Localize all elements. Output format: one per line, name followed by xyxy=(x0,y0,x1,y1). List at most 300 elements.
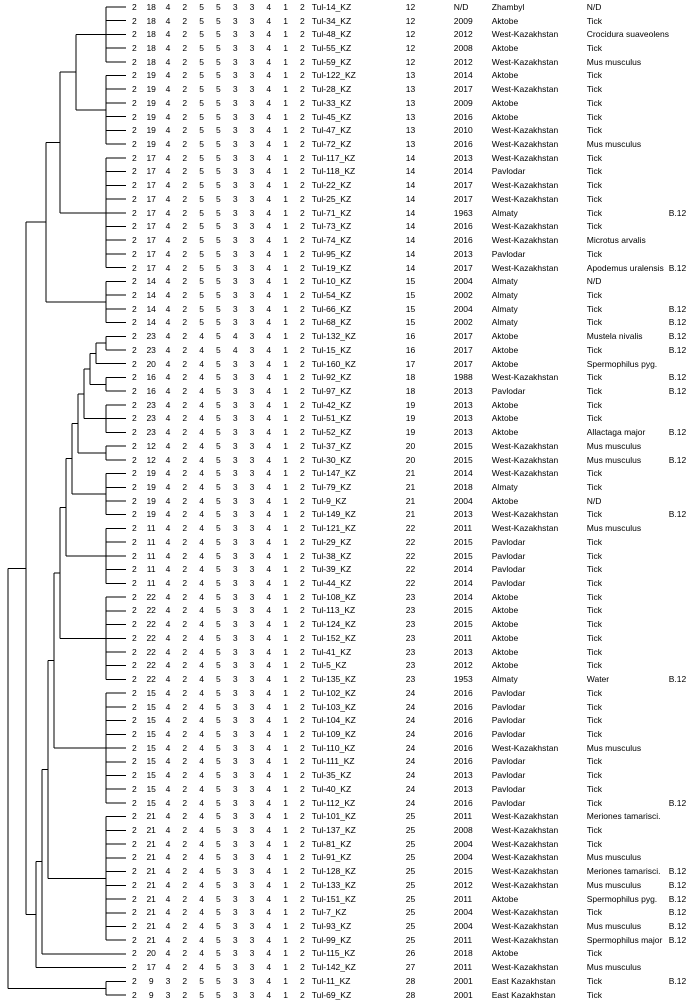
mlva-value: 15 xyxy=(146,742,156,753)
year: 2001 xyxy=(453,989,473,1000)
biovar-label: B.12 xyxy=(668,934,687,945)
mlva-value: 3 xyxy=(232,523,238,534)
region: Aktobe xyxy=(491,97,519,108)
mlva-value: 1 xyxy=(283,756,288,767)
region: Pavlodar xyxy=(491,783,526,794)
source: Tick xyxy=(586,399,603,410)
mlva-value: 2 xyxy=(182,866,188,877)
mlva-value: 5 xyxy=(199,111,204,122)
mlva-value: 2 xyxy=(182,742,188,753)
biovar-label: B.12 xyxy=(668,797,687,808)
mlva-value: 5 xyxy=(199,180,204,191)
mlva-value: 2 xyxy=(300,660,305,671)
mlva-value: 2 xyxy=(132,715,137,726)
mlva-value: 4 xyxy=(266,866,272,877)
mlva-value: 4 xyxy=(199,824,204,835)
dendrogram xyxy=(0,0,126,1002)
table-row xyxy=(126,755,695,769)
mlva-value: 4 xyxy=(165,770,171,781)
mlva-value: 4 xyxy=(266,907,272,918)
mlva-value: 4 xyxy=(165,907,171,918)
mlva-value: 4 xyxy=(199,715,204,726)
mlva-value: 3 xyxy=(232,962,238,973)
mlva-value: 17 xyxy=(146,262,156,273)
mlva-value: 15 xyxy=(146,715,156,726)
region: West-Kazakhstan xyxy=(491,152,559,163)
table-row xyxy=(126,329,695,343)
mlva-value: 1 xyxy=(283,193,288,204)
mlva-value: 2 xyxy=(300,413,305,424)
mlva-value: 2 xyxy=(300,482,305,493)
biovar-label: B.12 xyxy=(668,385,687,396)
mlva-value: 4 xyxy=(232,331,238,342)
mlva-value: 2 xyxy=(182,482,188,493)
source: Apodemus uralensis xyxy=(586,262,664,273)
mlva-value: 2 xyxy=(300,289,305,300)
mlva-value: 4 xyxy=(266,962,272,973)
source: Mus musculus xyxy=(586,139,642,150)
mlva-value: 3 xyxy=(249,797,255,808)
mlva-value: 2 xyxy=(182,344,188,355)
table-row xyxy=(126,960,695,974)
source: Tick xyxy=(586,385,603,396)
mlva-value: 3 xyxy=(232,756,238,767)
region: Aktobe xyxy=(491,948,519,959)
cluster-id: 25 xyxy=(405,866,416,877)
region: Aktobe xyxy=(491,111,519,122)
strain-name: Tul-152_KZ xyxy=(311,632,356,643)
mlva-value: 5 xyxy=(216,440,221,451)
strain-name: Tul-15_KZ xyxy=(311,344,352,355)
cluster-id: 16 xyxy=(405,344,416,355)
mlva-value: 17 xyxy=(146,166,156,177)
biovar-label: B.12 xyxy=(668,344,687,355)
mlva-value: 1 xyxy=(283,166,288,177)
cluster-id: 25 xyxy=(405,921,416,932)
year: 2016 xyxy=(453,221,473,232)
year: 2014 xyxy=(453,564,473,575)
year: 2009 xyxy=(453,97,473,108)
mlva-value: 19 xyxy=(146,84,156,95)
mlva-value: 4 xyxy=(165,811,171,822)
mlva-value: 1 xyxy=(283,728,288,739)
mlva-value: 4 xyxy=(165,824,171,835)
mlva-value: 4 xyxy=(199,344,204,355)
mlva-value: 16 xyxy=(146,385,156,396)
mlva-value: 4 xyxy=(266,756,272,767)
mlva-value: 11 xyxy=(146,523,156,534)
mlva-value: 2 xyxy=(132,811,137,822)
mlva-value: 5 xyxy=(216,385,221,396)
region: West-Kazakhstan xyxy=(491,29,559,40)
mlva-value: 5 xyxy=(216,879,221,890)
mlva-value: 3 xyxy=(249,344,255,355)
mlva-value: 1 xyxy=(283,139,288,150)
cluster-id: 23 xyxy=(405,674,416,685)
source: Tick xyxy=(586,125,603,136)
mlva-value: 2 xyxy=(300,811,305,822)
mlva-value: 4 xyxy=(266,824,272,835)
source: Tick xyxy=(586,536,603,547)
mlva-value: 19 xyxy=(146,509,156,520)
year: 2011 xyxy=(453,523,473,534)
mlva-value: 3 xyxy=(232,482,238,493)
table-row xyxy=(126,466,695,480)
mlva-value: 2 xyxy=(132,852,137,863)
mlva-value: 2 xyxy=(182,523,188,534)
mlva-value: 4 xyxy=(165,591,171,602)
mlva-value: 5 xyxy=(216,331,221,342)
region: Almaty xyxy=(491,317,518,328)
source: Mus musculus xyxy=(586,879,642,890)
mlva-value: 2 xyxy=(132,29,137,40)
mlva-value: 5 xyxy=(199,1,204,12)
source: Tick xyxy=(586,948,603,959)
mlva-value: 4 xyxy=(165,852,171,863)
cluster-id: 23 xyxy=(405,646,416,657)
mlva-value: 2 xyxy=(182,15,188,26)
mlva-value: 4 xyxy=(199,962,204,973)
region: Almaty xyxy=(491,289,518,300)
mlva-value: 4 xyxy=(199,509,204,520)
mlva-value: 4 xyxy=(266,399,272,410)
region: Aktobe xyxy=(491,413,519,424)
year: 2014 xyxy=(453,591,473,602)
mlva-value: 4 xyxy=(165,193,171,204)
mlva-value: 4 xyxy=(199,838,204,849)
mlva-value: 5 xyxy=(216,728,221,739)
mlva-value: 1 xyxy=(283,385,288,396)
table-row xyxy=(126,96,695,110)
region: West-Kazakhstan xyxy=(491,824,559,835)
table-row xyxy=(126,521,695,535)
cluster-id: 20 xyxy=(405,454,416,465)
mlva-value: 3 xyxy=(232,427,238,438)
mlva-value: 5 xyxy=(216,811,221,822)
strain-name: Tul-54_KZ xyxy=(311,289,352,300)
mlva-value: 2 xyxy=(132,235,137,246)
mlva-value: 3 xyxy=(232,440,238,451)
mlva-value: 5 xyxy=(216,56,221,67)
mlva-value: 5 xyxy=(216,770,221,781)
cluster-id: 15 xyxy=(405,303,416,314)
mlva-value: 19 xyxy=(146,495,156,506)
mlva-value: 5 xyxy=(216,111,221,122)
cluster-id: 22 xyxy=(405,523,416,534)
strain-name: Tul-37_KZ xyxy=(311,440,352,451)
mlva-value: 4 xyxy=(199,907,204,918)
mlva-value: 4 xyxy=(165,550,171,561)
table-row xyxy=(126,700,695,714)
mlva-value: 1 xyxy=(283,948,288,959)
mlva-value: 2 xyxy=(182,632,188,643)
source: Tick xyxy=(586,578,603,589)
mlva-value: 4 xyxy=(165,331,171,342)
mlva-value: 4 xyxy=(266,934,272,945)
strain-name: Tul-29_KZ xyxy=(311,536,352,547)
mlva-value: 3 xyxy=(232,152,238,163)
region: West-Kazakhstan xyxy=(491,866,559,877)
mlva-value: 3 xyxy=(249,907,255,918)
mlva-value: 2 xyxy=(300,70,305,81)
mlva-value: 3 xyxy=(232,1,238,12)
mlva-value: 3 xyxy=(249,866,255,877)
mlva-value: 2 xyxy=(132,523,137,534)
mlva-value: 2 xyxy=(300,331,305,342)
year: N/D xyxy=(453,1,469,12)
cluster-id: 25 xyxy=(405,907,416,918)
year: 2018 xyxy=(453,948,473,959)
year: 2017 xyxy=(453,344,473,355)
source: Microtus arvalis xyxy=(586,235,646,246)
mlva-value: 1 xyxy=(283,399,288,410)
source: Tick xyxy=(586,111,603,122)
strain-name: Tul-160_KZ xyxy=(311,358,356,369)
mlva-value: 5 xyxy=(216,29,221,40)
strain-name: Tul-10_KZ xyxy=(311,276,352,287)
mlva-value: 1 xyxy=(283,660,288,671)
mlva-value: 2 xyxy=(300,962,305,973)
mlva-value: 4 xyxy=(266,1,272,12)
strain-name: Tul-44_KZ xyxy=(311,578,352,589)
mlva-value: 4 xyxy=(165,468,171,479)
region: West-Kazakhstan xyxy=(491,193,559,204)
region: West-Kazakhstan xyxy=(491,372,559,383)
mlva-value: 1 xyxy=(283,331,288,342)
mlva-value: 4 xyxy=(199,385,204,396)
mlva-value: 3 xyxy=(232,303,238,314)
mlva-value: 2 xyxy=(132,962,137,973)
strain-name: Tul-11_KZ xyxy=(311,975,351,986)
mlva-value: 18 xyxy=(146,43,156,54)
mlva-value: 19 xyxy=(146,139,156,150)
region: Aktobe xyxy=(491,427,519,438)
region: West-Kazakhstan xyxy=(491,879,559,890)
mlva-value: 4 xyxy=(266,550,272,561)
mlva-value: 2 xyxy=(182,852,188,863)
mlva-value: 4 xyxy=(199,879,204,890)
mlva-value: 2 xyxy=(132,674,137,685)
cluster-id: 25 xyxy=(405,934,416,945)
table-row xyxy=(126,988,695,1002)
strain-name: Tul-97_KZ xyxy=(311,385,352,396)
mlva-value: 4 xyxy=(199,550,204,561)
mlva-value: 1 xyxy=(283,180,288,191)
mlva-value: 2 xyxy=(182,70,188,81)
mlva-value: 2 xyxy=(132,907,137,918)
strain-name: Tul-55_KZ xyxy=(311,43,352,54)
strain-name: Tul-103_KZ xyxy=(311,701,356,712)
year: 2016 xyxy=(453,756,473,767)
mlva-value: 1 xyxy=(283,276,288,287)
mlva-value: 4 xyxy=(165,56,171,67)
mlva-value: 2 xyxy=(300,824,305,835)
mlva-value: 4 xyxy=(165,15,171,26)
mlva-value: 2 xyxy=(182,193,188,204)
mlva-value: 3 xyxy=(249,578,255,589)
cluster-id: 27 xyxy=(405,962,416,973)
mlva-value: 4 xyxy=(266,262,272,273)
cluster-id: 25 xyxy=(405,838,416,849)
mlva-value: 2 xyxy=(132,591,137,602)
mlva-value: 3 xyxy=(249,70,255,81)
mlva-value: 3 xyxy=(249,783,255,794)
source: Water xyxy=(586,674,610,685)
mlva-value: 3 xyxy=(232,193,238,204)
mlva-value: 3 xyxy=(232,536,238,547)
year: 2016 xyxy=(453,235,473,246)
table-row xyxy=(126,727,695,741)
mlva-value: 4 xyxy=(266,578,272,589)
region: Pavlodar xyxy=(491,248,526,259)
mlva-value: 5 xyxy=(216,646,221,657)
source: Tick xyxy=(586,824,603,835)
source: Tick xyxy=(586,97,603,108)
mlva-value: 4 xyxy=(266,84,272,95)
source: Tick xyxy=(586,180,603,191)
strain-name: Tul-41_KZ xyxy=(311,646,352,657)
mlva-value: 23 xyxy=(146,427,156,438)
source: Tick xyxy=(586,728,603,739)
source: Tick xyxy=(586,193,603,204)
mlva-value: 3 xyxy=(249,43,255,54)
mlva-value: 2 xyxy=(182,962,188,973)
mlva-value: 2 xyxy=(132,152,137,163)
cluster-id: 28 xyxy=(405,989,416,1000)
mlva-value: 16 xyxy=(146,372,156,383)
mlva-value: 1 xyxy=(283,248,288,259)
mlva-value: 14 xyxy=(146,276,156,287)
mlva-value: 4 xyxy=(165,303,171,314)
table-row xyxy=(126,919,695,933)
mlva-value: 2 xyxy=(182,358,188,369)
mlva-value: 2 xyxy=(182,166,188,177)
mlva-value: 3 xyxy=(232,550,238,561)
mlva-value: 4 xyxy=(266,440,272,451)
cluster-id: 12 xyxy=(405,1,416,12)
mlva-value: 2 xyxy=(182,921,188,932)
table-row xyxy=(126,274,695,288)
mlva-value: 3 xyxy=(232,413,238,424)
mlva-value: 2 xyxy=(300,1,305,12)
mlva-value: 4 xyxy=(199,632,204,643)
mlva-value: 5 xyxy=(199,235,204,246)
year: 2016 xyxy=(453,687,473,698)
table-row xyxy=(126,768,695,782)
mlva-value: 4 xyxy=(199,536,204,547)
region: Pavlodar xyxy=(491,578,526,589)
year: 2013 xyxy=(453,248,473,259)
mlva-value: 3 xyxy=(232,591,238,602)
mlva-value: 4 xyxy=(165,248,171,259)
cluster-id: 14 xyxy=(405,248,416,259)
mlva-value: 2 xyxy=(300,166,305,177)
mlva-value: 2 xyxy=(132,770,137,781)
mlva-value: 2 xyxy=(182,536,188,547)
mlva-value: 4 xyxy=(199,578,204,589)
table-row xyxy=(126,878,695,892)
mlva-value: 3 xyxy=(232,468,238,479)
mlva-value: 2 xyxy=(132,84,137,95)
mlva-value: 18 xyxy=(146,29,156,40)
mlva-value: 4 xyxy=(266,207,272,218)
mlva-value: 5 xyxy=(216,70,221,81)
mlva-value: 2 xyxy=(132,15,137,26)
mlva-value: 3 xyxy=(249,235,255,246)
source: N/D xyxy=(586,1,602,12)
mlva-value: 3 xyxy=(249,674,255,685)
source: Tick xyxy=(586,797,603,808)
table-row xyxy=(126,562,695,576)
region: Pavlodar xyxy=(491,687,526,698)
mlva-value: 17 xyxy=(146,207,156,218)
biovar-label: B.12 xyxy=(668,975,687,986)
mlva-value: 4 xyxy=(199,482,204,493)
strain-name: Tul-121_KZ xyxy=(311,523,356,534)
mlva-value: 5 xyxy=(199,262,204,273)
table-row xyxy=(126,110,695,124)
region: Almaty xyxy=(491,303,518,314)
region: West-Kazakhstan xyxy=(491,811,559,822)
source: Tick xyxy=(586,482,603,493)
mlva-value: 11 xyxy=(146,550,156,561)
mlva-value: 2 xyxy=(132,948,137,959)
mlva-value: 4 xyxy=(266,29,272,40)
mlva-value: 2 xyxy=(182,399,188,410)
mlva-value: 3 xyxy=(249,687,255,698)
mlva-value: 5 xyxy=(216,139,221,150)
cluster-id: 17 xyxy=(405,358,416,369)
region: Aktobe xyxy=(491,591,519,602)
strain-name: Tul-5_KZ xyxy=(311,660,347,671)
mlva-value: 4 xyxy=(266,742,272,753)
mlva-value: 5 xyxy=(199,56,204,67)
mlva-value: 2 xyxy=(132,646,137,657)
mlva-value: 5 xyxy=(199,139,204,150)
table-row xyxy=(126,480,695,494)
mlva-value: 4 xyxy=(266,193,272,204)
source: Tick xyxy=(586,838,603,849)
mlva-value: 1 xyxy=(283,701,288,712)
mlva-value: 2 xyxy=(132,879,137,890)
mlva-value: 4 xyxy=(165,495,171,506)
mlva-value: 1 xyxy=(283,372,288,383)
cluster-id: 14 xyxy=(405,166,416,177)
mlva-value: 2 xyxy=(182,427,188,438)
source: Tick xyxy=(586,756,603,767)
mlva-value: 4 xyxy=(266,619,272,630)
cluster-id: 14 xyxy=(405,207,416,218)
mlva-value: 23 xyxy=(146,399,156,410)
mlva-value: 2 xyxy=(132,1,137,12)
mlva-value: 5 xyxy=(199,15,204,26)
mlva-value: 4 xyxy=(199,440,204,451)
region: Almaty xyxy=(491,674,518,685)
mlva-value: 19 xyxy=(146,468,156,479)
mlva-value: 1 xyxy=(283,687,288,698)
mlva-value: 1 xyxy=(283,440,288,451)
biovar-label: B.12 xyxy=(668,509,687,520)
year: 2008 xyxy=(453,43,473,54)
mlva-value: 4 xyxy=(199,619,204,630)
cluster-id: 26 xyxy=(405,948,416,959)
cluster-id: 13 xyxy=(405,125,416,136)
mlva-value: 2 xyxy=(182,221,188,232)
mlva-value: 3 xyxy=(249,248,255,259)
mlva-value: 4 xyxy=(199,687,204,698)
cluster-id: 24 xyxy=(405,701,416,712)
mlva-value: 2 xyxy=(182,56,188,67)
